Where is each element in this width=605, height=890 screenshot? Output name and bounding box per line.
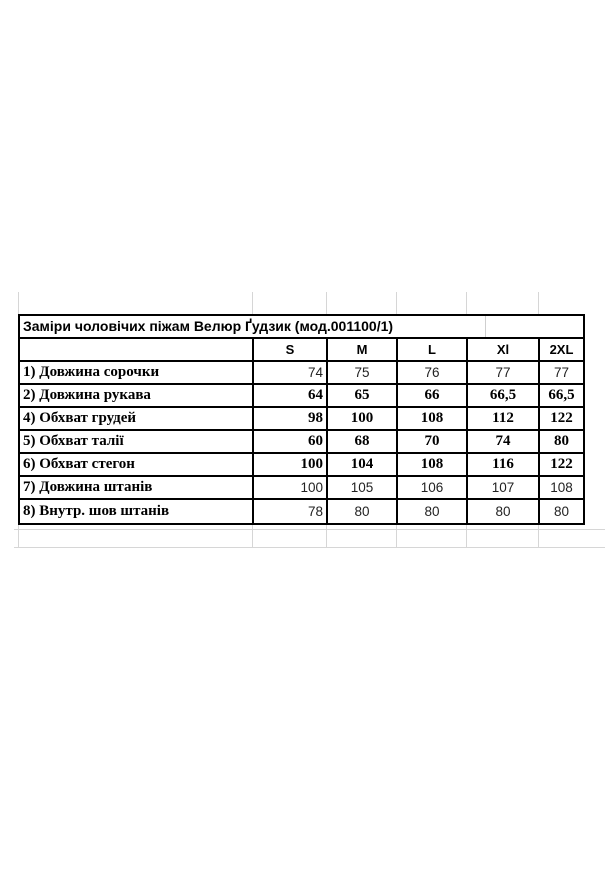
- cell-value: 77: [540, 362, 583, 385]
- cell-value: 100: [254, 477, 328, 500]
- cell-value: 66,5: [468, 385, 540, 408]
- table-row: [20, 431, 583, 454]
- header-size-m: M: [328, 339, 398, 362]
- cell-value: 80: [540, 431, 583, 454]
- header-size-s: S: [254, 339, 328, 362]
- header-label-cell: [20, 339, 254, 362]
- cell-value: 77: [468, 362, 540, 385]
- cell-value: 70: [398, 431, 468, 454]
- table-title: Заміри чоловічих піжам Велюр Ґудзик (мод.001100/1): [23, 318, 394, 334]
- cell-value: 112: [468, 408, 540, 431]
- title-row: [20, 316, 583, 339]
- table-row: [20, 362, 583, 385]
- cell-value: 60: [254, 431, 328, 454]
- cell-value: 100: [328, 408, 398, 431]
- cell-value: 116: [468, 454, 540, 477]
- header-row: [20, 339, 583, 362]
- row-label-shirt-length: 1) Довжина сорочки: [20, 362, 254, 385]
- row-label-hips: 6) Обхват стегон: [20, 454, 254, 477]
- cell-value: 106: [398, 477, 468, 500]
- cell-value: 100: [254, 454, 328, 477]
- cell-value: 65: [328, 385, 398, 408]
- cell-value: 68: [328, 431, 398, 454]
- cell-value: 122: [540, 454, 583, 477]
- size-chart-table: [18, 314, 585, 525]
- table-row: [20, 408, 583, 431]
- cell-value: 76: [398, 362, 468, 385]
- cell-value: 74: [468, 431, 540, 454]
- cell-value: 66: [398, 385, 468, 408]
- table-row: [20, 454, 583, 477]
- cell-value: 80: [468, 500, 540, 523]
- cell-value: 122: [540, 408, 583, 431]
- cell-value: 108: [540, 477, 583, 500]
- cell-value: 66,5: [540, 385, 583, 408]
- cell-value: 64: [254, 385, 328, 408]
- row-label-inseam: 8) Внутр. шов штанів: [20, 500, 254, 523]
- cell-value: 75: [328, 362, 398, 385]
- row-label-chest: 4) Обхват грудей: [20, 408, 254, 431]
- table-row: [20, 500, 583, 523]
- cell-value: 80: [553, 504, 570, 519]
- row-label-sleeve-length: 2) Довжина рукава: [20, 385, 254, 408]
- header-size-l: L: [398, 339, 468, 362]
- header-size-2xl: 2XL: [540, 339, 583, 362]
- cell-value: 108: [398, 408, 468, 431]
- table-row: [20, 385, 583, 408]
- header-size-xl: Xl: [468, 339, 540, 362]
- cell-value: 80: [328, 500, 398, 523]
- cell-value: 78: [254, 500, 328, 523]
- cell-value: 105: [328, 477, 398, 500]
- cell-value: 98: [254, 408, 328, 431]
- title-gridline: [485, 316, 486, 337]
- row-label-pants-length: 7) Довжина штанів: [20, 477, 254, 500]
- cell-value: 104: [328, 454, 398, 477]
- cell-value: 74: [254, 362, 328, 385]
- table-row: [20, 477, 583, 500]
- cell-value: 108: [398, 454, 468, 477]
- row-label-waist: 5) Обхват талії: [20, 431, 254, 454]
- cell-value: 80: [398, 500, 468, 523]
- cell-value: 107: [468, 477, 540, 500]
